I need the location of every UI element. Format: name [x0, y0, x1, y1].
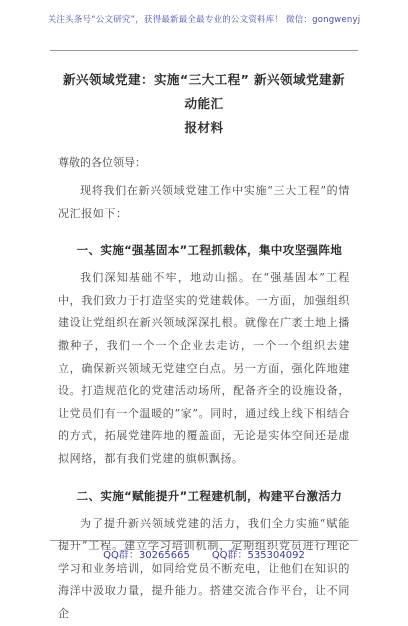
salutation: 尊敬的各位领导： — [58, 156, 146, 169]
title-line-2: 报材料 — [184, 120, 224, 135]
header-divider — [50, 50, 358, 51]
header-banner — [0, 0, 408, 36]
section-1-paragraph: 我们深知基础不牢，地动山摇。在“强基固本”工程中，我们致力于打造坚实的党建载体。一方面，加强组织建设让党组织在新兴领域深深扎根。就像在广袤土地上播撒种子，我们一个一个企业去走访，一个一个组织去建立，确保新兴领域无党建空白点。另一方面，强化阵地建设。打造规范化的党建活动场所，配备齐全的设施设备，让党员们有一个温暖的“家”。同时，通过线上线下相结合的方式，拓展党建阵地的覆盖面，无论是实体空间还是虚拟网络，都有我们党建的旗帜飘扬。 — [58, 271, 350, 465]
banner-text: 关注头条号“公文研究”，获得最新最全最专业的公文资料库！ 微信：gongwenyj — [47, 15, 361, 25]
section-1-heading: 一、实施“强基固本”工程抓载体，集中攻坚强阵地 — [76, 243, 343, 258]
document-title — [58, 68, 350, 140]
footer-qq-group-1: QQ群：30265665 — [103, 550, 190, 561]
intro-paragraph: 现将我们在新兴领域党建工作中实施“三大工程”的情况汇报如下： — [58, 184, 350, 220]
footer-qq-group-2: QQ群：535304092 — [211, 550, 305, 561]
section-2-heading: 二、实施“赋能提升”工程建机制，构建平台激活力 — [76, 488, 343, 503]
footer — [0, 546, 408, 570]
footer-divider — [50, 540, 358, 541]
title-line-1: 新兴领域党建：实施“三大工程” 新兴领域党建新动能汇 — [62, 72, 345, 111]
section-2-paragraph: 为了提升新兴领域党建的活力，我们全力实施“赋能提升”工程。建立学习培训机制，定期组织党员进行理论学习和业务培训，如同给党员不断充电，让他们在知识的海洋中汲取力量，提升能力。搭建交流合作平台，让不同企 — [58, 516, 350, 620]
